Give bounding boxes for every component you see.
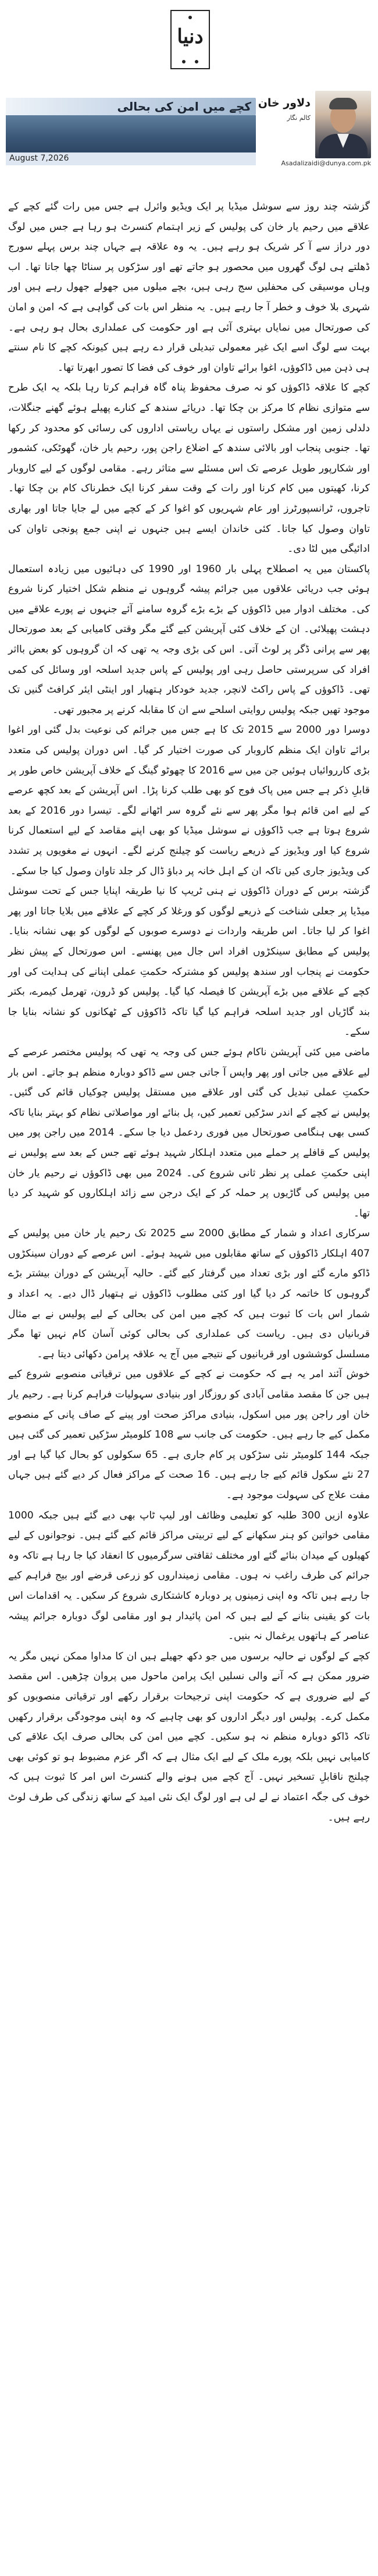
author-email: Asadalizaidi@dunya.com.pk [281, 159, 371, 167]
newspaper-logo [169, 8, 212, 71]
date-row [6, 152, 256, 165]
paragraph: کچے کا علاقہ ڈاکوؤں کو نہ صرف محفوظ پناہ گاہ فراہم کرتا رہا بلکہ یہ ایک طرح سے متوازی نظام کا مرکز بن چکا تھا۔ دریائے سندھ کے کنارے پھیلے ہوئے گھنے جنگلات، دلدلی زمین اور مشکل راستوں نے یہاں ریاستی اداروں کی رسائی کو محدود کر رکھا تھا۔ جنوبی پنجاب اور بالائی سندھ کے اضلاع راجن پور، رحیم یار خان، گھوٹکی، کشمور اور شکارپور طویل عرصے تک اس مسئلے سے متاثر رہے۔ مقامی لوگوں کے لیے کاروبار کرنا، کھیتوں میں کام کرنا اور رات کے وقت سفر کرنا ایک خطرناک کام بن چکا تھا۔ تاجروں، ٹرانسپورٹرز اور عام شہریوں کو اغوا کر کے کچے میں لے جایا جاتا اور بھاری تاوان وصول کیا جاتا۔ کئی خاندان ایسے ہیں جنہوں نے اپنی جمع پونجی تاوان کی ادائیگی میں لٹا دی۔ [8, 382, 370, 555]
masthead [0, 0, 378, 87]
paragraph: ماضی میں کئی آپریشن ناکام ہوئے جس کی وجہ یہ تھی کہ پولیس مختصر عرصے کے لیے علاقے میں جاتی اور پھر واپس آ جاتی جس سے ڈاکو دوبارہ منظم ہو جاتے۔ اس بار حکمتِ عملی تبدیل کی گئی اور علاقے میں مستقل پولیس چوکیاں قائم کی گئیں۔ پولیس نے کچے کے اندر سڑکیں تعمیر کیں، پل بنائے اور مواصلاتی نظام کو بہتر بنایا تاکہ کسی بھی ہنگامی صورتحال میں فوری ردعمل دیا جا سکے۔ 2014 میں راجن پور میں پولیس کے قافلے پر حملے میں متعدد اہلکار شہید ہوئے تھے جس کے بعد سے پولیس نے اپنی حکمتِ عملی پر نظر ثانی شروع کی۔ 2024 میں بھی ڈاکوؤں نے رحیم یار خان میں پولیس کی گاڑیوں پر حملہ کر کے ایک درجن سے زائد اہلکاروں کو شہید کر دیا تھا۔ [8, 1046, 370, 1219]
article-title: کچے میں امن کی بحالی [117, 100, 251, 113]
publish-date: August 7,2026 [9, 154, 69, 163]
article-body [8, 197, 370, 1828]
paragraph: گزشتہ چند روز سے سوشل میڈیا پر ایک ویڈیو وائرل ہے جس میں رات گئے کچے کے علاقے میں رحیم یار خان کی پولیس کے زیر اہتمام کنسرٹ ہو رہا ہے جس میں لوگ دور دراز سے آ کر شریک ہو رہے ہیں۔ یہ وہ علاقہ ہے جہاں چند برس پہلے سورج ڈھلتے ہی لوگ گھروں میں محصور ہو جاتے تھے اور سڑکوں پر سناٹا چھا جاتا تھا۔ اب وہاں موسیقی کی محفلیں سج رہی ہیں، بچے میلوں میں جھولے جھول رہے ہیں اور شہری بلا خوف و خطر آ جا رہے ہیں۔ یہ منظر اس بات کی گواہی ہے کہ امن و امان کی صورتحال میں نمایاں بہتری آئی ہے اور حکومت کی عملداری بحال ہو رہی ہے۔ بہت سے لوگ اسے ایک غیر معمولی تبدیلی قرار دے رہے ہیں کیونکہ کچے کا نام سنتے ہی ذہن میں ڈاکوؤں، اغوا برائے تاوان اور خوف کی فضا کا تصور ابھرتا تھا۔ [8, 201, 370, 374]
header-banner-image [6, 115, 256, 152]
paragraph: سرکاری اعداد و شمار کے مطابق 2000 سے 2025 تک رحیم یار خان میں پولیس کے 407 اہلکار ڈاکوؤں کے ساتھ مقابلوں میں شہید ہوئے۔ اس عرصے کے دوران سینکڑوں ڈاکو مارے گئے اور بڑی تعداد میں گرفتار کیے گئے۔ حالیہ آپریشن کے دوران بیشتر بڑے گروہوں کا خاتمہ کر دیا گیا اور کئی مطلوب ڈاکوؤں نے ہتھیار ڈال دیے۔ یہ اعداد و شمار اس بات کا ثبوت ہیں کہ کچے میں امن کی بحالی کے لیے پولیس نے بے مثال قربانیاں دی ہیں۔ ریاست کی عملداری کی بحالی کوئی آسان کام نہیں تھا مگر مسلسل کوششوں اور قربانیوں کے نتیجے میں آج یہ علاقہ پرامن دکھائی دیتا ہے۔ [8, 1227, 370, 1360]
author-byline [257, 87, 371, 169]
paragraph: علاوہ ازیں 300 طلبہ کو تعلیمی وظائف اور لیپ ٹاپ بھی دیے گئے ہیں جبکہ 1000 مقامی خواتین کو ہنر سکھانے کے لیے تربیتی مراکز قائم کیے گئے ہیں۔ نوجوانوں کے لیے کھیلوں کے میدان بنائے گئے اور مختلف ثقافتی سرگرمیوں کا انعقاد کیا جا رہا ہے تاکہ وہ جرائم کی طرف راغب نہ ہوں۔ مقامی زمینداروں کو زرعی قرضے اور بیج فراہم کیے جا رہے ہیں تاکہ وہ اپنی زمینوں پر دوبارہ کاشتکاری شروع کر سکیں۔ یہ اقدامات اس بات کو یقینی بنانے کے لیے ہیں کہ امن پائیدار ہو اور مقامی لوگ دوبارہ جرائم پیشہ عناصر کے ہاتھوں یرغمال نہ بنیں۔ [8, 1509, 370, 1642]
author-photo [315, 91, 371, 158]
paragraph: کچے کے لوگوں نے حالیہ برسوں میں جو دکھ جھیلے ہیں ان کا مداوا ممکن نہیں مگر یہ ضرور ممکن ہے کہ آنے والی نسلیں ایک پرامن ماحول میں پروان چڑھیں۔ اس مقصد کے لیے ضروری ہے کہ حکومت اپنی ترجیحات برقرار رکھے اور ترقیاتی منصوبوں کو مکمل کرے۔ پولیس اور دیگر اداروں کو بھی چاہیے کہ وہ اپنی موجودگی برقرار رکھیں تاکہ ڈاکو دوبارہ منظم نہ ہو سکیں۔ کچے میں امن کی بحالی صرف ایک علاقے کی کامیابی نہیں بلکہ پورے ملک کے لیے ایک مثال ہے کہ اگر عزم مضبوط ہو تو کوئی بھی چیلنج ناقابلِ تسخیر نہیں۔ آج کچے میں ہونے والے کنسرٹ اس امر کا ثبوت ہیں کہ خوف کی جگہ اعتماد نے لے لی ہے اور لوگ ایک نئی امید کے ساتھ زندگی کی طرف لوٹ رہے ہیں۔ [8, 1650, 370, 1823]
paragraph: پاکستان میں یہ اصطلاح پہلی بار 1960 اور 1990 کی دہائیوں میں زیادہ استعمال ہوئی جب دریائی علاقوں میں جرائم پیشہ گروہوں نے منظم شکل اختیار کرنا شروع کی۔ مختلف ادوار میں ڈاکوؤں کے بڑے بڑے گروہ سامنے آئے جنہوں نے پورے علاقے میں دہشت پھیلائی۔ ان کے خلاف کئی آپریشن کیے گئے مگر وقتی کامیابی کے بعد صورتحال پھر سے پرانی ڈگر پر لوٹ آتی۔ اس کی بڑی وجہ یہ تھی کہ ان گروہوں کو بعض بااثر افراد کی سرپرستی حاصل رہی اور پولیس کے پاس جدید اسلحہ اور وسائل کی کمی تھی۔ ڈاکوؤں کے پاس راکٹ لانچر، جدید خودکار ہتھیار اور اینٹی ایئر کرافٹ گنیں تک موجود تھیں جبکہ پولیس روایتی اسلحے سے ان کا مقابلہ کرنے پر مجبور تھی۔ [8, 563, 370, 716]
author-name: دلاور خان [258, 97, 311, 109]
logo-word: دنیا [177, 25, 204, 48]
author-role: کالم نگار [287, 114, 311, 122]
title-strip [6, 98, 256, 115]
paragraph: خوش آئند امر یہ ہے کہ حکومت نے کچے کے علاقوں میں ترقیاتی منصوبے شروع کیے ہیں جن کا مقصد مقامی آبادی کو روزگار اور بنیادی سہولیات فراہم کرنا ہے۔ رحیم یار خان اور راجن پور میں اسکول، بنیادی مراکز صحت اور پینے کے صاف پانی کے منصوبے مکمل کیے جا رہے ہیں۔ حکومت کی جانب سے 108 کلومیٹر سڑکیں تعمیر کی گئی ہیں جبکہ 144 کلومیٹر نئی سڑکوں پر کام جاری ہے۔ 65 سکولوں کو بحال کیا گیا ہے اور 27 نئے سکول قائم کیے جا رہے ہیں۔ 16 صحت کے مراکز فعال کر دیے گئے ہیں جہاں مفت علاج کی سہولت موجود ہے۔ [8, 1368, 370, 1501]
paragraph: دوسرا دور 2000 سے 2015 تک کا ہے جس میں جرائم کی نوعیت بدل گئی اور اغوا برائے تاوان ایک منظم کاروبار کی صورت اختیار کر گیا۔ اس دوران پولیس کی متعدد بڑی کارروائیاں ہوئیں جن میں سے 2016 کا چھوٹو گینگ کے خلاف آپریشن خاص طور پر قابلِ ذکر ہے جس میں پاک فوج کو بھی طلب کرنا پڑا۔ اس آپریشن کے بعد کچھ عرصے کے لیے امن قائم ہوا مگر پھر سے نئے گروہ سر اٹھانے لگے۔ تیسرا دور 2016 کے بعد شروع ہوتا ہے جب ڈاکوؤں نے سوشل میڈیا کو بھی اپنے مقاصد کے لیے استعمال کرنا شروع کیا اور ویڈیوز کے ذریعے ریاست کو چیلنج کرنے لگے۔ انہوں نے مغویوں پر تشدد کی ویڈیوز جاری کیں تاکہ ان کے اہل خانہ پر دباؤ ڈال کر جلد تاوان وصول کیا جا سکے۔ [8, 724, 370, 877]
paragraph: گزشتہ برس کے دوران ڈاکوؤں نے ہنی ٹریپ کا نیا طریقہ اپنایا جس کے تحت سوشل میڈیا پر جعلی شناخت کے ذریعے لوگوں کو ورغلا کر کچے کے علاقے میں بلایا جاتا اور پھر اغوا کر لیا جاتا۔ اس طریقہ واردات نے دوسرے صوبوں کے لوگوں کو بھی نشانہ بنایا۔ پولیس کے مطابق سینکڑوں افراد اس جال میں پھنسے۔ اس صورتحال کے پیش نظر حکومت نے پنجاب اور سندھ پولیس کو مشترکہ حکمتِ عملی اپنانے کی ہدایت کی اور کچے کے علاقے میں بڑے آپریشن کا فیصلہ کیا گیا۔ پولیس کو ڈرون، تھرمل کیمرے، بکتر بند گاڑیاں اور جدید اسلحہ فراہم کیا گیا تاکہ ڈاکوؤں کے ٹھکانوں کو نشانہ بنایا جا سکے۔ [8, 885, 370, 1038]
article-header [6, 87, 371, 197]
